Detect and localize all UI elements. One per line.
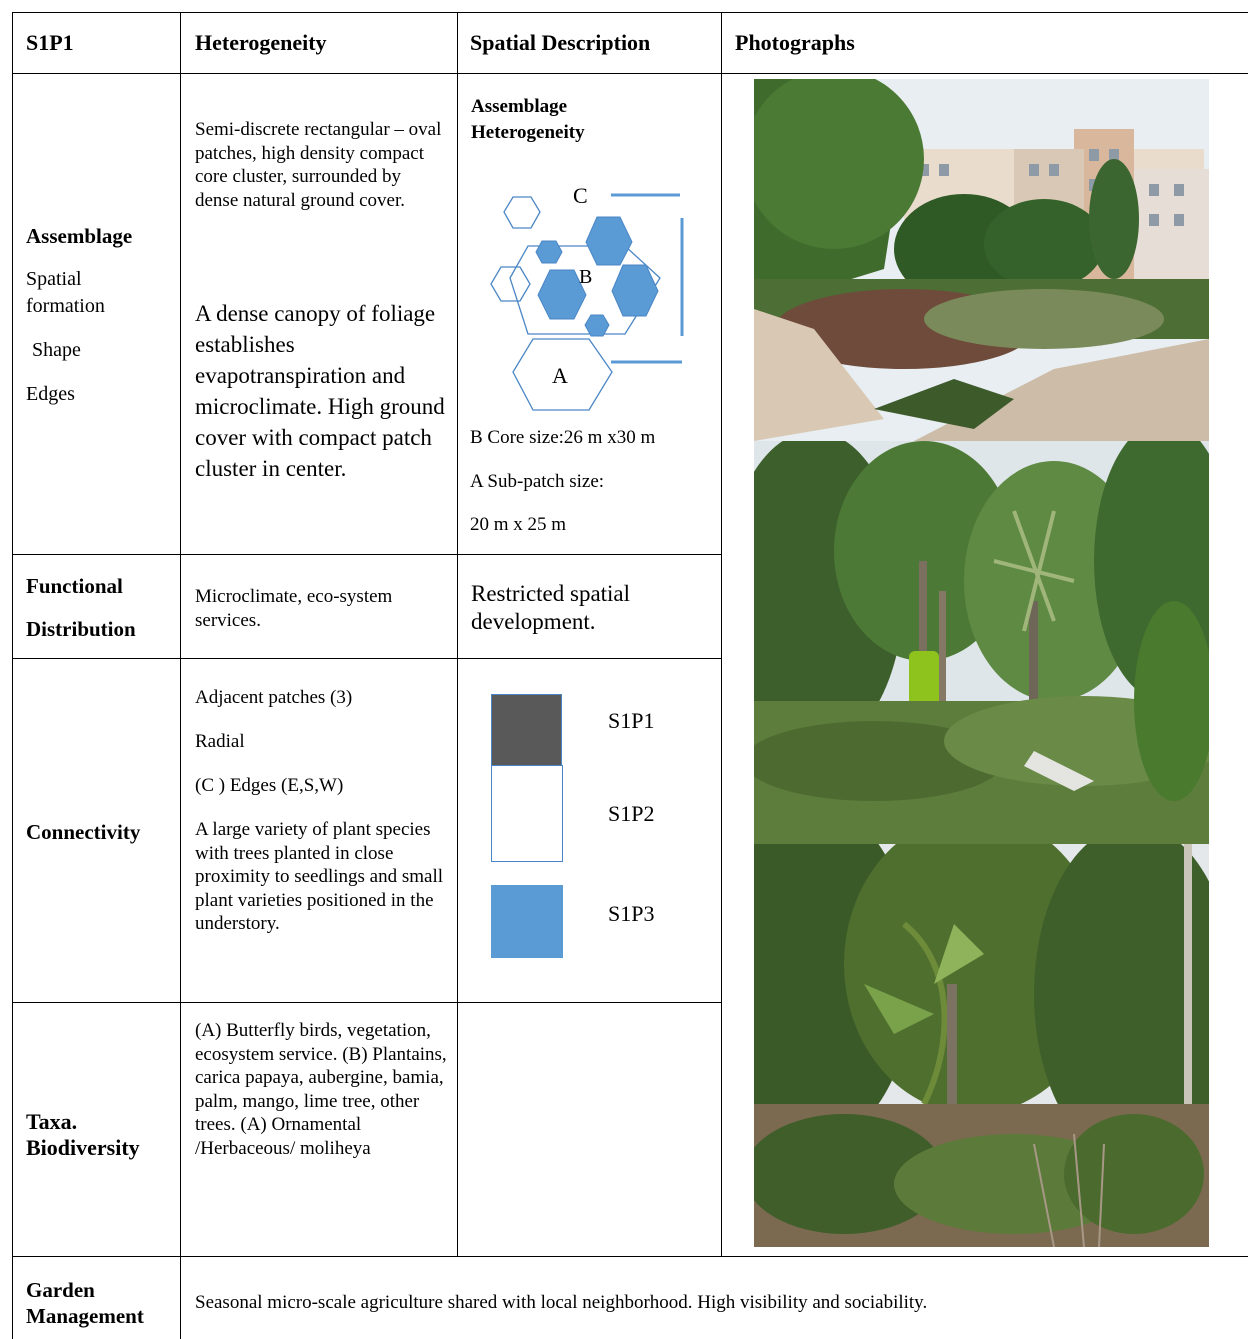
taxa-description: (A) Butterfly birds, vegetation, ecosystem service. (B) Plantains, carica papaya, aubergine, bamia, palm, mango, lime tree, other trees. (A) Ornamental /Herbaceous/ moliheya xyxy=(195,1020,447,1159)
functional-title-2: Distribution xyxy=(26,617,136,641)
functional-heterogeneity-text: Microclimate, eco-system services. xyxy=(195,586,393,631)
diagram-label-b: B xyxy=(579,266,593,288)
table-border-left xyxy=(12,12,13,1339)
column-divider-3 xyxy=(721,12,722,1257)
assemblage-item-spatial: Spatial xyxy=(26,268,82,290)
diagram-label-a: A xyxy=(552,363,568,388)
legend-swatch-s1p2 xyxy=(491,765,563,862)
header-s1p1: S1P1 xyxy=(26,30,74,55)
photo-garden-buildings xyxy=(754,79,1209,441)
taxa-title-1: Taxa. xyxy=(26,1109,78,1134)
row-divider-connectivity xyxy=(12,1002,721,1003)
functional-title-1: Functional xyxy=(26,574,123,598)
row-divider-assemblage xyxy=(12,554,721,555)
assemblage-heterogeneity-para: A dense canopy of foliage establishes evapotranspiration and microclimate. High ground cover with compact patch cluster in center. xyxy=(195,301,445,481)
photo-garden-papaya-palm xyxy=(754,441,1209,844)
header-heterogeneity: Heterogeneity xyxy=(195,30,327,55)
assemblage-heterogeneity-text: Semi-discrete rectangular – oval patches, high density compact core cluster, surrounded by dense natural ground cover. xyxy=(195,119,442,211)
legend-label-s1p2: S1P2 xyxy=(608,801,655,826)
taxa-title-2: Biodiversity xyxy=(26,1135,140,1160)
connectivity-title: Connectivity xyxy=(26,820,141,844)
core-size-text: B Core size:26 m x30 m xyxy=(470,427,656,448)
connectivity-line-3: (C ) Edges (E,S,W) xyxy=(195,775,344,796)
column-divider-1 xyxy=(180,12,181,1339)
functional-spatial-text: Restricted spatial development. xyxy=(471,581,631,634)
legend-label-s1p3: S1P3 xyxy=(608,901,655,926)
header-spatial-description: Spatial Description xyxy=(470,30,651,55)
assemblage-item-formation: formation xyxy=(26,295,105,317)
row-divider-functional xyxy=(12,658,721,659)
connectivity-line-2: Radial xyxy=(195,731,245,752)
garden-title-1: Garden xyxy=(26,1278,95,1302)
assemblage-spatial-title: Assemblage Heterogeneity xyxy=(471,96,585,143)
row-divider-taxa xyxy=(12,1256,1248,1257)
subpatch-label: A Sub-patch size: xyxy=(470,471,605,492)
garden-title-2: Management xyxy=(26,1304,144,1328)
legend-label-s1p1: S1P1 xyxy=(608,708,655,733)
legend-swatch-s1p1 xyxy=(491,694,562,766)
assemblage-item-edges: Edges xyxy=(26,383,75,405)
subpatch-size: 20 m x 25 m xyxy=(470,514,567,535)
diagram-label-c: C xyxy=(573,183,588,208)
legend-swatch-s1p3 xyxy=(491,885,563,958)
hexagon-filled-2 xyxy=(536,241,562,263)
connectivity-line-1: Adjacent patches (3) xyxy=(195,687,353,708)
connectivity-description: A large variety of plant species with trees planted in close proximity to seedlings and small plant varieties positioned in the understory. xyxy=(195,819,444,934)
hexagon-filled-1 xyxy=(586,217,632,265)
table-border-top xyxy=(12,12,1248,13)
header-row-divider xyxy=(12,73,1248,74)
column-divider-2 xyxy=(457,12,458,1257)
assemblage-title: Assemblage xyxy=(26,224,133,248)
hexagon-filled-5 xyxy=(585,315,609,336)
hexagon-outline-left xyxy=(491,267,530,301)
photo-garden-banana-mango xyxy=(754,844,1209,1247)
hexagon-outline-top-left xyxy=(504,197,540,228)
garden-management-text: Seasonal micro-scale agriculture shared with local neighborhood. High visibility and sociability. xyxy=(195,1292,928,1313)
assemblage-item-shape: Shape xyxy=(32,339,81,361)
assemblage-hexagon-diagram xyxy=(470,160,710,420)
hexagon-filled-4 xyxy=(612,265,658,316)
header-photographs: Photographs xyxy=(735,30,855,55)
